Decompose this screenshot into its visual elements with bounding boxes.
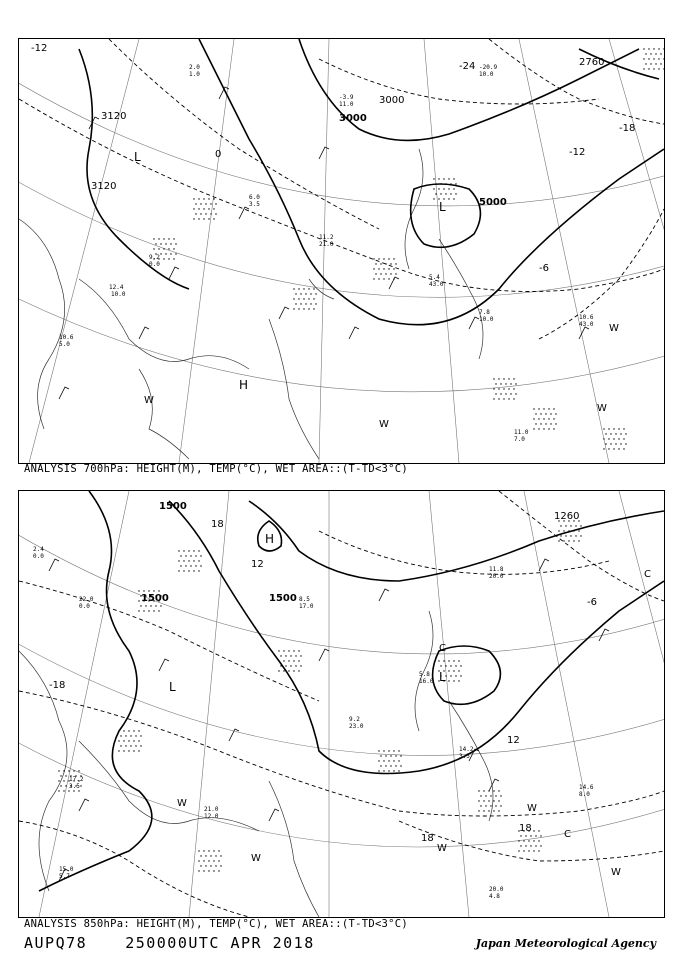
valid-time: 250000UTC APR 2018 xyxy=(125,934,315,952)
svg-text:10.0: 10.0 xyxy=(479,316,494,323)
svg-text:3.5: 3.5 xyxy=(249,201,260,208)
svg-text:8.5: 8.5 xyxy=(299,596,310,603)
map-700hpa-canvas xyxy=(19,39,664,463)
svg-text:3.5: 3.5 xyxy=(69,783,80,790)
temp-label: -6 xyxy=(539,263,549,274)
high-pressure-center: H xyxy=(239,378,249,392)
svg-text:21.0: 21.0 xyxy=(319,241,334,248)
panel-caption-850hpa: ANALYSIS 850hPa: HEIGHT(M), TEMP(°C), WET AREA::(T-TD<3°C) xyxy=(24,918,409,930)
svg-text:10.0: 10.0 xyxy=(479,71,494,78)
coastlines xyxy=(19,611,493,917)
svg-text:16.0: 16.0 xyxy=(419,678,434,685)
wet-area-stipple xyxy=(153,48,664,449)
svg-text:5.4: 5.4 xyxy=(429,274,440,281)
pressure-center-group xyxy=(134,150,446,392)
svg-text:14.2: 14.2 xyxy=(459,746,474,753)
svg-text:10.6: 10.6 xyxy=(579,314,594,321)
svg-text:15.0: 15.0 xyxy=(59,866,74,873)
warm-marker: W xyxy=(177,798,187,809)
svg-text:12.4: 12.4 xyxy=(109,284,124,291)
svg-text:7.0: 7.0 xyxy=(514,436,525,443)
svg-text:6.0: 6.0 xyxy=(249,194,260,201)
svg-text:8.0: 8.0 xyxy=(579,791,590,798)
temp-label: -12 xyxy=(31,43,48,54)
height-label: 3000 xyxy=(339,113,367,124)
cold-marker: C xyxy=(564,829,571,840)
temp-label: -18 xyxy=(619,123,636,134)
warm-marker: W xyxy=(597,403,607,414)
svg-text:3.5: 3.5 xyxy=(459,753,470,760)
cold-marker: C xyxy=(439,643,446,654)
warm-marker: W xyxy=(527,803,537,814)
map-panel-850hpa xyxy=(18,490,665,918)
height-label-group xyxy=(141,501,579,604)
svg-text:11.0: 11.0 xyxy=(514,429,529,436)
svg-text:43.0: 43.0 xyxy=(429,281,444,288)
temp-label: 18 xyxy=(421,833,434,844)
graticule xyxy=(19,491,664,917)
svg-text:0.0: 0.0 xyxy=(149,261,160,268)
svg-text:0.0: 0.0 xyxy=(33,553,44,560)
warm-marker: W xyxy=(611,867,621,878)
temp-label: 18 xyxy=(211,519,224,530)
temp-label: 12 xyxy=(251,559,264,570)
temp-label: -24 xyxy=(459,61,476,72)
temp-label: 0 xyxy=(215,149,222,160)
temp-marker-group xyxy=(177,569,651,878)
svg-text:23.0: 23.0 xyxy=(349,723,364,730)
svg-text:9.2: 9.2 xyxy=(349,716,360,723)
height-label: 1500 xyxy=(141,593,169,604)
svg-text:11.2: 11.2 xyxy=(319,234,334,241)
svg-text:22.0: 22.0 xyxy=(79,596,94,603)
svg-text:9.2: 9.2 xyxy=(149,254,160,261)
temp-label: -12 xyxy=(569,147,586,158)
height-label: 3120 xyxy=(101,111,127,122)
svg-text:5.8: 5.8 xyxy=(419,671,430,678)
svg-text:-3.9: -3.9 xyxy=(339,94,354,101)
warm-marker: W xyxy=(144,395,154,406)
svg-text:5.0: 5.0 xyxy=(59,341,70,348)
svg-text:-20.9: -20.9 xyxy=(479,64,498,71)
svg-text:10.6: 10.6 xyxy=(59,334,74,341)
height-label: 1500 xyxy=(269,593,297,604)
svg-text:11.0: 11.0 xyxy=(339,101,354,108)
chart-footer xyxy=(24,934,315,952)
svg-text:20.0: 20.0 xyxy=(489,886,504,893)
high-pressure-center: H xyxy=(265,532,275,546)
svg-text:5.7: 5.7 xyxy=(59,873,70,880)
station-plots xyxy=(33,546,594,900)
svg-text:2.0: 2.0 xyxy=(189,64,200,71)
low-pressure-center: L xyxy=(439,200,446,214)
temp-label: 18 xyxy=(519,823,532,834)
cold-marker: C xyxy=(644,569,651,580)
temp-label: 12 xyxy=(507,735,520,746)
height-label: 3000 xyxy=(379,95,405,106)
height-label: 2760 xyxy=(579,57,605,68)
svg-text:4.8: 4.8 xyxy=(489,893,500,900)
svg-text:21.0: 21.0 xyxy=(204,806,219,813)
temp-marker-group xyxy=(144,323,619,430)
svg-text:17.0: 17.0 xyxy=(299,603,314,610)
low-pressure-center: L xyxy=(134,150,141,164)
temp-label-group xyxy=(49,519,597,844)
svg-text:7.8: 7.8 xyxy=(479,309,490,316)
height-label: 1500 xyxy=(159,501,187,512)
warm-marker: W xyxy=(609,323,619,334)
agency-credit: Japan Meteorological Agency xyxy=(475,937,656,950)
temp-label: -6 xyxy=(587,597,597,608)
warm-marker: W xyxy=(379,419,389,430)
svg-text:10.0: 10.0 xyxy=(111,291,126,298)
warm-marker: W xyxy=(437,843,447,854)
map-panel-700hpa xyxy=(18,38,665,464)
svg-text:12.0: 12.0 xyxy=(204,813,219,820)
svg-text:43.0: 43.0 xyxy=(579,321,594,328)
low-pressure-center: L xyxy=(439,670,446,684)
height-label: 3120 xyxy=(91,181,117,192)
chart-code: AUPQ78 xyxy=(24,934,88,952)
low-pressure-center: L xyxy=(169,680,176,694)
height-label: 5000 xyxy=(479,197,507,208)
svg-text:1.0: 1.0 xyxy=(189,71,200,78)
panel-caption-700hpa: ANALYSIS 700hPa: HEIGHT(M), TEMP(°C), WET AREA::(T-TD<3°C) xyxy=(24,463,409,475)
svg-text:14.6: 14.6 xyxy=(579,784,594,791)
svg-text:2.4: 2.4 xyxy=(33,546,44,553)
temp-label: -18 xyxy=(49,680,66,691)
warm-marker: W xyxy=(251,853,261,864)
svg-text:11.8: 11.8 xyxy=(489,566,504,573)
map-850hpa-canvas xyxy=(19,491,664,917)
svg-text:0.0: 0.0 xyxy=(79,603,90,610)
svg-text:17.2: 17.2 xyxy=(69,776,84,783)
svg-text:20.0: 20.0 xyxy=(489,573,504,580)
height-label: 1260 xyxy=(554,511,580,522)
